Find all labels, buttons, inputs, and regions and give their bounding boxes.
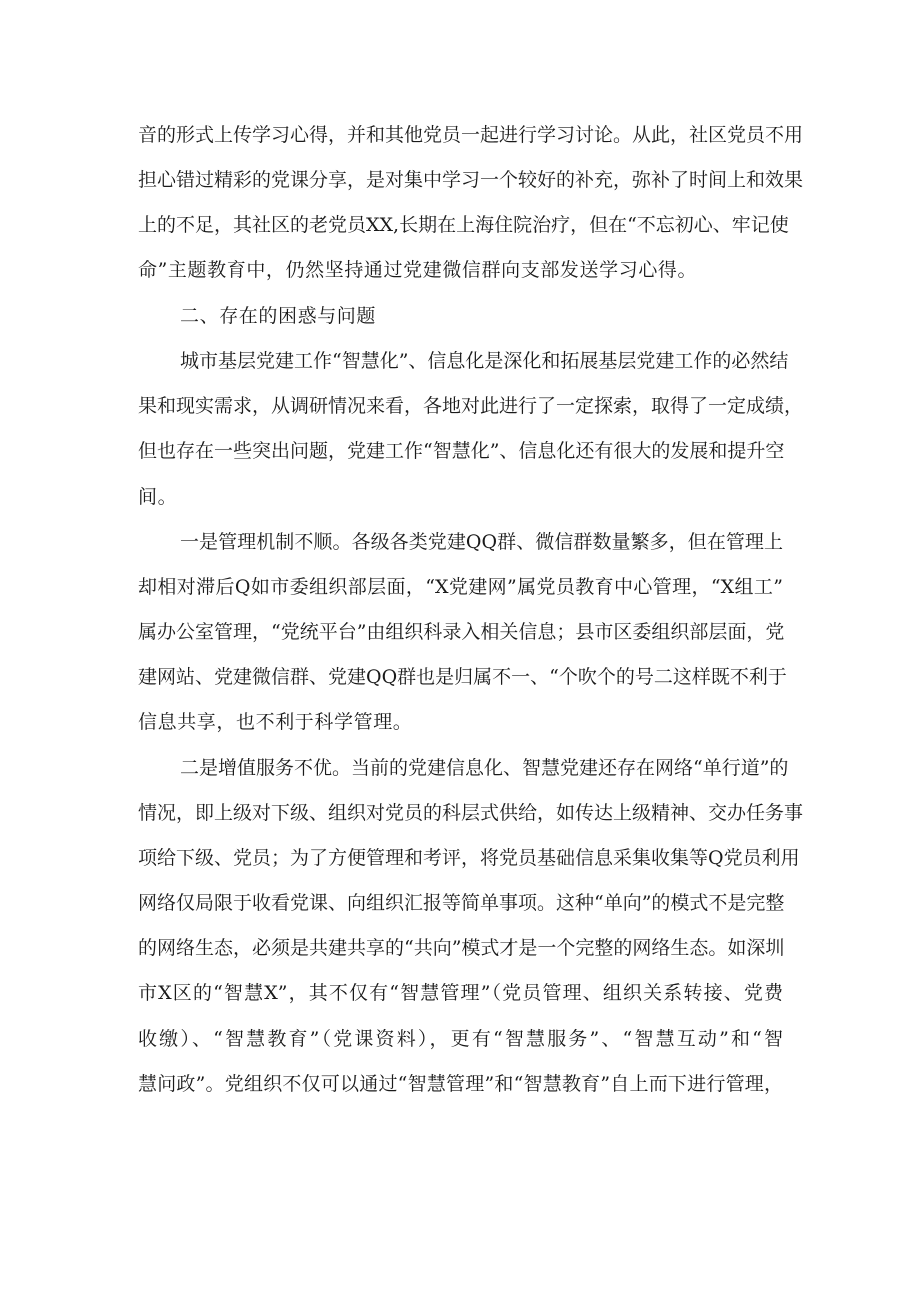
text-line: 城市基层党建工作“智慧化”、信息化是深化和拓展基层党建工作的必然结 <box>180 350 789 372</box>
text-line: 的网络生态，必须是共建共享的“共向”模式才是一个完整的网络生态。如深圳 <box>138 937 785 959</box>
section-heading: 二、存在的困惑与问题 <box>180 305 377 327</box>
text-line: 属办公室管理，“党统平台”由组织科录入相关信息；县市区委组织部层面，党 <box>138 621 785 643</box>
text-line: 间。 <box>138 486 178 508</box>
text-line: 上的不足，其社区的老党员XX,长期在上海住院治疗，但在“不忘初心、牢记使 <box>138 214 789 236</box>
text-line: 网络仅局限于收看党课、向组织汇报等简单事项。这种“单向”的模式不是完整 <box>138 892 785 914</box>
text-line: 命”主题教育中，仍然坚持通过党建微信群向支部发送学习心得。 <box>138 259 698 281</box>
text-line: 却相对滞后Q如市委组织部层面，“X党建网”属党员教育中心管理，“X组工” <box>138 576 783 598</box>
text-line: 二是增值服务不优。当前的党建信息化、智慧党建还存在网络“单行道”的 <box>180 757 789 779</box>
text-line: 但也存在一些突出问题，党建工作“智慧化”、信息化还有很大的发展和提升空 <box>138 440 785 462</box>
text-line: 项给下级、党员；为了方便管理和考评，将党员基础信息采集收集等Q党员利用 <box>138 847 800 869</box>
text-line: 建网站、党建微信群、党建QQ群也是归属不一、“个吹个的号二这样既不利于 <box>138 666 787 688</box>
text-line: 情况，即上级对下级、组织对党员的科层式供给，如传达上级精神、交办任务事 <box>138 802 804 824</box>
text-line: 果和现实需求，从调研情况来看，各地对此进行了一定探索，取得了一定成绩， <box>138 395 804 417</box>
text-line: 收缴）、“智慧教育”（党课资料），更有“智慧服务”、“智慧互动”和“智 <box>138 1028 783 1050</box>
text-line: 担心错过精彩的党课分享，是对集中学习一个较好的补充，弥补了时间上和效果 <box>138 169 804 191</box>
text-line: 信息共享，也不利于科学管理。 <box>138 711 413 733</box>
text-line: 市X区的“智慧X”，其不仅有“智慧管理”（党员管理、组织关系转接、党费 <box>138 982 783 1004</box>
text-line: 慧问政”。党组织不仅可以通过“智慧管理”和“智慧教育”自上而下进行管理， <box>138 1073 783 1095</box>
text-line: 一是管理机制不顺。各级各类党建QQ群、微信群数量繁多，但在管理上 <box>180 531 783 553</box>
text-line: 音的形式上传学习心得，并和其他党员一起进行学习讨论。从此，社区党员不用 <box>138 124 804 146</box>
